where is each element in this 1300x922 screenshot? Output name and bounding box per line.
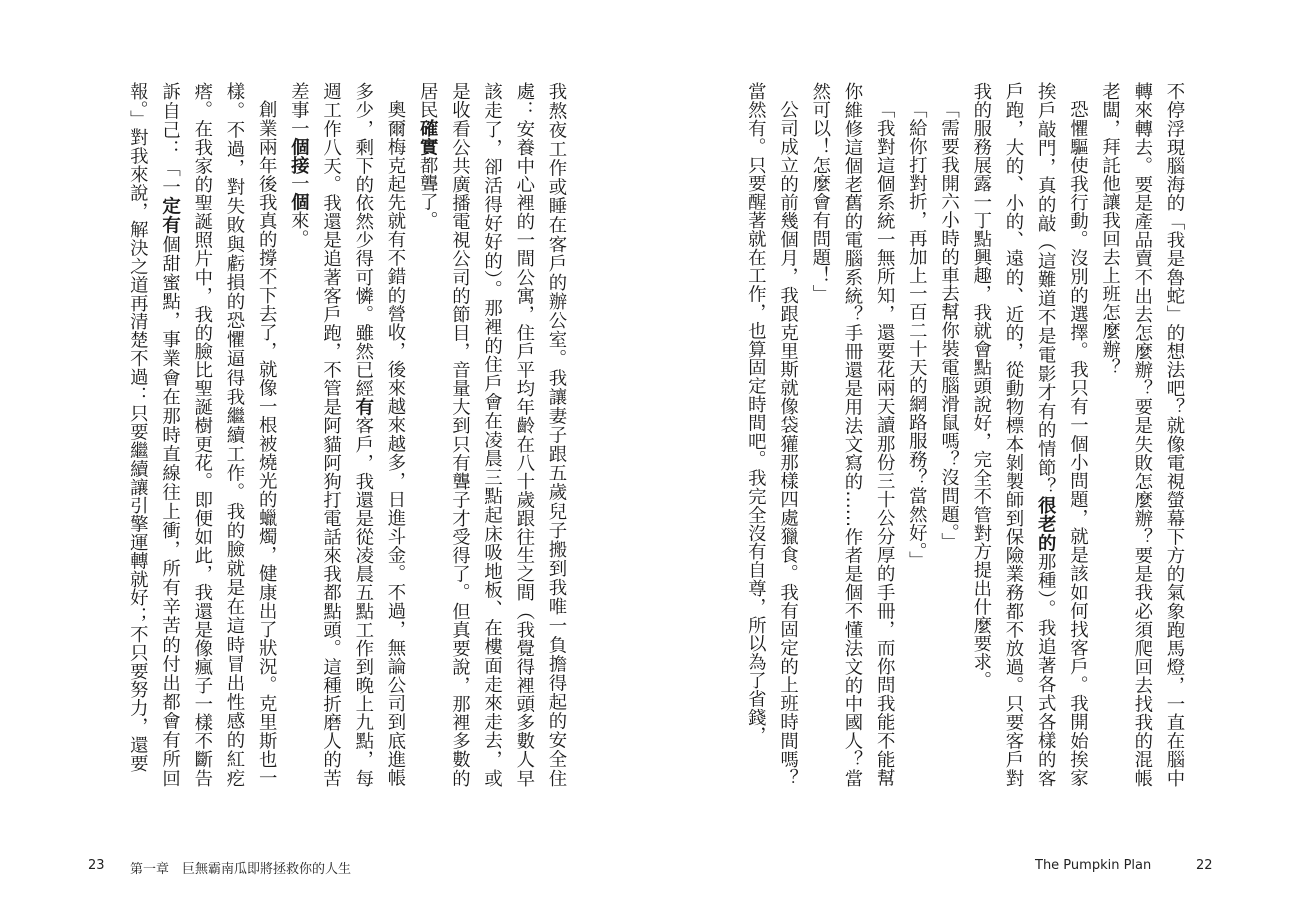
paragraph [900,82,932,787]
text-run: 奧爾梅克起先就有不錯的營收，後來越來越多，日進斗金。不過，無論公司到底進帳多少，剩下的依然少得可憐。雖然已經 [352,82,406,787]
left-running-head: 第一章 巨無霸南瓜即將拯救你的人生 [130,862,352,877]
paragraph [804,82,901,787]
text-run: 我熬夜工作或睡在客戶的辦公室。我讓妻子跟五歲兒子搬到我唯一負擔得起的安全住處：安養中心裡的一間公寓，住戶平均年齡在八十歲跟往生之間（我覺得裡頭多數人早該走了，卻活得好好的）。那裡的住戶會在凌晨三點起床吸地板、在樓面走來走去，或是收看公共廣播電視公司的節目，音量大到只有聾子才受得了。但真要說，那裡多數的居民 [417,82,567,787]
text-run: 那種）。我追著各式各樣的客戶跑，大的、小的、遠的、近的，從動物標本剝製師到保險業務都不放過。只要客戶對我的服務展露一丁點興趣，我就會點頭說好，完全不管對方提出什麼要求。 [970,82,1057,788]
left-page-number: 23 [88,858,105,873]
paragraph [411,82,572,787]
paragraph [739,82,803,787]
emphasized-text: 定有 [159,196,181,235]
left-page-body [92,82,572,787]
emphasized-text: 有 [352,397,374,417]
paragraph [932,82,964,787]
text-run: 創業兩年後我真的撐不下去了，就像一根被燒光的蠟燭，健康出了狀況。克里斯也一樣。不過，對失敗與虧損的恐懼逼得我繼續工作。我的臉就是在這時冒出性感的紅疙瘩。在我家的聖誕照片中，我的臉比聖誕樹更花。即便如此，我還是像瘋子一樣不斷告訴自己： [159,82,278,787]
right-page [650,0,1300,922]
text-run: 個甜蜜點，事業會在那時直線往上衝，所有辛苦的付出都會有所回報。」對我來說，解決之道再清楚不過：只要繼續讓引擎運轉就好；不只要努力，還要 [127,82,181,787]
text-run: 「需要我開六小時的車去幫你裝電腦滑鼠嗎？沒問題。」 [938,100,960,552]
emphasized-text: 確實 [417,118,439,156]
paragraph [1093,82,1190,787]
text-run: 「我對這個系統一無所知，還要花兩天讀那份三十公分厚的手冊，而你問我能不能幫你維修這個老舊的電腦系統？手冊還是用法文寫的……作者是個不懂法文的中國人？當然可以！怎麼會有問題！」 [809,82,896,787]
paragraph [121,82,282,787]
text-run: 「給你打對折，再加上一百二十天的網路服務？當然好。」 [906,100,928,570]
emphasized-text: 個 [288,192,310,211]
text-run: 「一 [159,158,181,197]
text-run: 一 [288,174,310,193]
text-run: 來。 [288,210,310,248]
paragraph [965,82,1094,787]
text-run: 不停浮現腦海的「我是魯蛇」的想法吧？就像電視螢幕下方的氣象跑馬燈，一直在腦中轉來轉去。要是產品賣不出去怎麼辦？要是失敗怎麼辦？要是我必須爬回去找我的混帳老闆，拜託他讓我回去上班怎麼辦？ [1099,82,1185,787]
text-run: 都聾了。 [417,155,439,230]
text-run: 客戶，我還是從凌晨五點工作到晚上九點，每週工作八天。我還是追著客戶跑，不管是阿貓阿狗打電話來我都點頭。這種折磨人的苦差事一 [288,82,374,787]
paragraph [282,82,411,787]
right-page-number: 22 [1196,858,1213,873]
right-running-head: The Pumpkin Plan [1035,858,1152,873]
right-page-body [740,82,1190,787]
text-run: 恐懼驅使我行動。沒別的選擇。我只有一個小問題，就是該如何找客戶。我開始挨家挨戶敲門，真的敲（這難道不是電影才有的情節？ [1035,82,1089,787]
emphasized-text: 很老的 [1035,495,1057,553]
emphasized-text: 個接 [288,137,310,175]
text-run: 公司成立的前幾個月，我跟克里斯就像袋獾那樣四處獵食。我有固定的上班時間嗎？當然有。只要醒著就在工作，也算固定時間吧。我完全沒有自尊，所以為了省錢， [745,82,799,787]
